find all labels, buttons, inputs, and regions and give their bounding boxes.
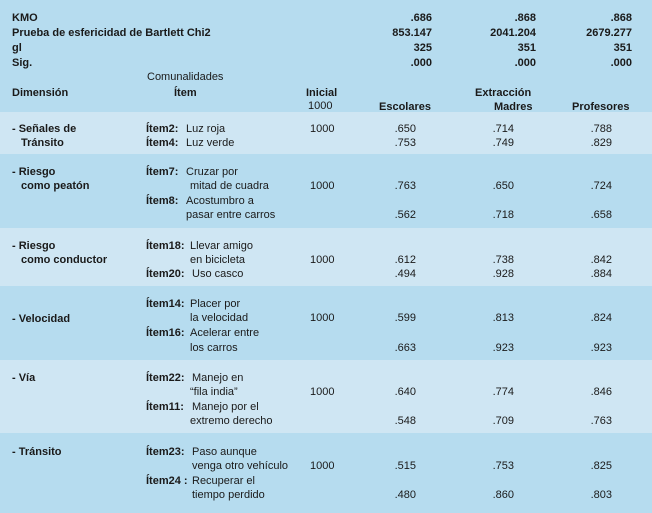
inicial-value-header: 1000 bbox=[308, 100, 333, 112]
comunalidades-header: Comunalidades bbox=[147, 71, 224, 83]
item-text: Manejo en bbox=[192, 372, 244, 384]
sig-label: Sig. bbox=[12, 57, 33, 69]
item-code: Ítem23: bbox=[146, 446, 185, 458]
madres-value: .718 bbox=[492, 209, 514, 221]
profesores-value: .846 bbox=[590, 386, 612, 398]
escolares-value: .599 bbox=[394, 312, 416, 324]
madres-value: .738 bbox=[492, 254, 514, 266]
item-code: Ítem16: bbox=[146, 327, 185, 339]
item-code: Ítem2: bbox=[146, 123, 179, 135]
item-code: Ítem20: bbox=[146, 268, 185, 280]
escolares-value: .753 bbox=[394, 137, 416, 149]
profesores-value: .803 bbox=[590, 489, 612, 501]
item-code: Ítem22: bbox=[146, 372, 185, 384]
dimension-label: - Riesgo bbox=[12, 166, 56, 178]
escolares-value: .548 bbox=[394, 415, 416, 427]
gl-profesores: 351 bbox=[613, 42, 632, 54]
escolares-value: .650 bbox=[394, 123, 416, 135]
madres-value: .714 bbox=[492, 123, 514, 135]
gl-escolares: 325 bbox=[413, 42, 432, 54]
madres-value: .928 bbox=[492, 268, 514, 280]
row-band bbox=[0, 433, 652, 513]
item-text: extremo derecho bbox=[190, 415, 273, 427]
kmo-profesores: .868 bbox=[610, 12, 632, 24]
profesores-value: .788 bbox=[590, 123, 612, 135]
item-code: Ítem11: bbox=[146, 401, 184, 413]
profesores-value: .884 bbox=[590, 268, 612, 280]
inicial-value: 1000 bbox=[310, 460, 335, 472]
escolares-value: .663 bbox=[394, 342, 416, 354]
madres-value: .749 bbox=[492, 137, 514, 149]
item-text: mitad de cuadra bbox=[190, 180, 269, 192]
profesores-value: .763 bbox=[590, 415, 612, 427]
madres-value: .813 bbox=[492, 312, 514, 324]
item-code: Ítem24 : bbox=[146, 475, 188, 487]
madres-header: Madres bbox=[494, 101, 533, 113]
item-text: venga otro vehículo bbox=[192, 460, 289, 472]
dimension-label: - Velocidad bbox=[12, 313, 71, 325]
dimension-label: - Vía bbox=[12, 372, 36, 384]
madres-value: .753 bbox=[492, 460, 514, 472]
profesores-value: .824 bbox=[590, 312, 612, 324]
inicial-value: 1000 bbox=[310, 312, 335, 324]
bartlett-escolares: 853.147 bbox=[392, 27, 432, 39]
escolares-value: .763 bbox=[394, 180, 416, 192]
profesores-value: .724 bbox=[590, 180, 612, 192]
gl-label: gl bbox=[12, 42, 22, 54]
dimension-header: Dimensión bbox=[12, 87, 69, 99]
profesores-header: Profesores bbox=[572, 101, 630, 113]
escolares-value: .515 bbox=[394, 460, 416, 472]
profesores-value: .825 bbox=[590, 460, 612, 472]
item-text: en bicicleta bbox=[190, 254, 246, 266]
kmo-escolares: .686 bbox=[410, 12, 432, 24]
item-text: Cruzar por bbox=[186, 166, 238, 178]
madres-value: .650 bbox=[492, 180, 514, 192]
item-text: tiempo perdido bbox=[192, 489, 265, 501]
dimension-label: - Riesgo bbox=[12, 240, 56, 252]
madres-value: .923 bbox=[492, 342, 514, 354]
item-text: Llevar amigo bbox=[190, 240, 253, 252]
gl-madres: 351 bbox=[517, 42, 536, 54]
item-text: “fila india” bbox=[190, 386, 238, 398]
inicial-value: 1000 bbox=[310, 254, 335, 266]
item-code: Ítem7: bbox=[146, 166, 179, 178]
dimension-label: como conductor bbox=[21, 254, 108, 266]
profesores-value: .923 bbox=[590, 342, 612, 354]
sig-profesores: .000 bbox=[610, 57, 632, 69]
sig-madres: .000 bbox=[514, 57, 536, 69]
dimension-label: - Señales de bbox=[12, 123, 77, 135]
item-text: Paso aunque bbox=[192, 446, 257, 458]
item-code: Ítem18: bbox=[146, 240, 185, 252]
bartlett-madres: 2041.204 bbox=[490, 27, 536, 39]
bartlett-label: Prueba de esfericidad de Bartlett Chi2 bbox=[12, 27, 211, 39]
escolares-header: Escolares bbox=[379, 101, 431, 113]
item-text: Placer por bbox=[190, 298, 241, 310]
item-text: los carros bbox=[190, 342, 238, 354]
dimension-label: como peatón bbox=[21, 180, 90, 192]
escolares-value: .494 bbox=[394, 268, 416, 280]
item-text: la velocidad bbox=[190, 312, 249, 324]
dimension-label: - Tránsito bbox=[12, 446, 62, 458]
item-text: Luz roja bbox=[186, 123, 226, 135]
madres-value: .860 bbox=[492, 489, 514, 501]
sig-escolares: .000 bbox=[410, 57, 432, 69]
madres-value: .709 bbox=[492, 415, 514, 427]
kmo-madres: .868 bbox=[514, 12, 536, 24]
inicial-value: 1000 bbox=[310, 386, 335, 398]
profesores-value: .658 bbox=[590, 209, 612, 221]
escolares-value: .562 bbox=[394, 209, 416, 221]
kmo-label: KMO bbox=[12, 12, 38, 24]
escolares-value: .480 bbox=[394, 489, 416, 501]
item-code: Ítem14: bbox=[146, 298, 185, 310]
item-text: pasar entre carros bbox=[186, 209, 276, 221]
profesores-value: .829 bbox=[590, 137, 612, 149]
item-header: Ítem bbox=[174, 87, 197, 99]
item-text: Acelerar entre bbox=[190, 327, 260, 339]
inicial-value: 1000 bbox=[310, 123, 335, 135]
item-text: Acostumbro a bbox=[186, 195, 254, 207]
item-code: Ítem4: bbox=[146, 137, 179, 149]
bartlett-profesores: 2679.277 bbox=[586, 27, 632, 39]
escolares-value: .612 bbox=[394, 254, 416, 266]
inicial-value: 1000 bbox=[310, 180, 335, 192]
item-text: Manejo por el bbox=[192, 401, 259, 413]
item-text: Recuperar el bbox=[192, 475, 255, 487]
inicial-header: Inicial bbox=[306, 87, 338, 99]
item-code: Ítem8: bbox=[146, 195, 179, 207]
extraccion-header: Extracción bbox=[475, 87, 532, 99]
profesores-value: .842 bbox=[590, 254, 612, 266]
item-text: Luz verde bbox=[186, 137, 235, 149]
dimension-label: Tránsito bbox=[21, 137, 64, 149]
item-text: Uso casco bbox=[192, 268, 244, 280]
madres-value: .774 bbox=[492, 386, 514, 398]
escolares-value: .640 bbox=[394, 386, 416, 398]
